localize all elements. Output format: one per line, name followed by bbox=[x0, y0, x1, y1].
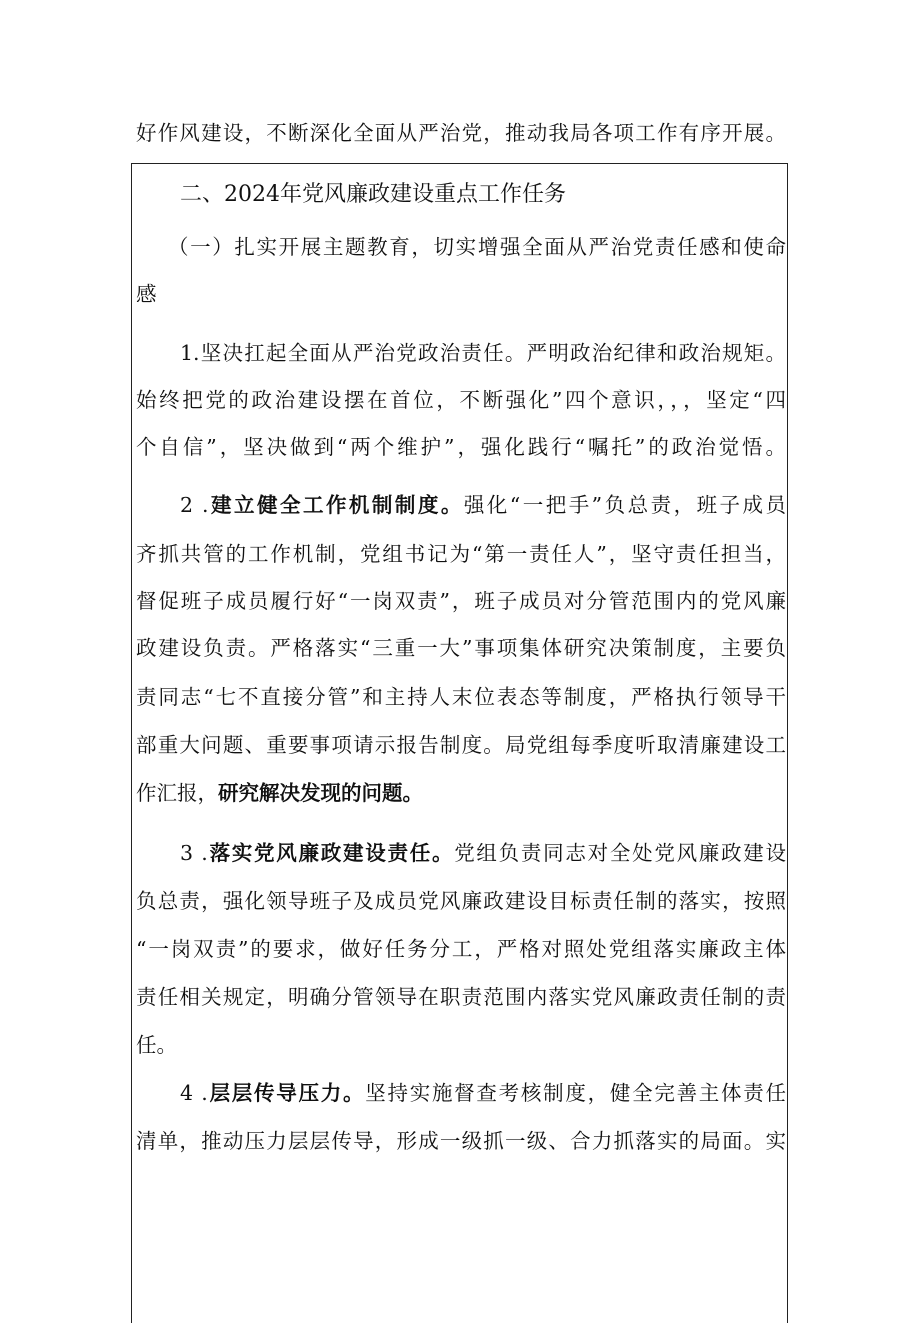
item-2-title: 建立健全工作机制制度。 bbox=[208, 493, 464, 517]
item-1-title: 坚决扛起全面从严治党政治责任。 bbox=[199, 341, 527, 365]
section-heading: 二、2024年党风廉政建设重点工作任务 bbox=[180, 182, 566, 207]
item-2-text: 强化“一把手”负总责，班子成员 bbox=[463, 493, 787, 517]
item-4-text: 坚持实施督查考核制度，健全完善主体责任 bbox=[365, 1081, 787, 1105]
subsection-1-text: （一）扎实开展主题教育，切实增强全面从严治党责任感和使命 bbox=[168, 235, 786, 259]
item-2-line-6: 部重大问题、重要事项请示报告制度。局党组每季度听取清廉建设工 bbox=[136, 733, 786, 757]
item-2-text-end: 作汇报， bbox=[136, 781, 218, 805]
item-3-title: 落实党风廉政建设责任。 bbox=[207, 841, 455, 865]
item-3-line-4: 责任相关规定，明确分管领导在职责范围内落实党风廉政责任制的责 bbox=[136, 985, 786, 1009]
item-2-line-1 bbox=[136, 491, 786, 519]
item-4-number: 4 . bbox=[180, 1081, 208, 1105]
item-2-bold-end: 研究解决发现的问题。 bbox=[218, 781, 423, 805]
item-3-line-3: “一岗双责”的要求，做好任务分工，严格对照处党组落实廉政主体 bbox=[136, 937, 786, 961]
item-3-line-1 bbox=[136, 839, 786, 867]
item-1-number: 1. bbox=[180, 341, 200, 365]
item-2-line-3: 督促班子成员履行好“一岗双责”，班子成员对分管范围内的党风廉 bbox=[136, 589, 786, 613]
item-4-line-2: 清单，推动压力层层传导，形成一级抓一级、合力抓落实的局面。实 bbox=[136, 1129, 786, 1153]
item-3-line-5: 任。 bbox=[136, 1033, 177, 1057]
item-1-text: 严明政治纪律和政治规矩。 bbox=[526, 341, 787, 365]
intro-tail-line: 好作风建设，不断深化全面从严治党，推动我局各项工作有序开展。 bbox=[136, 121, 786, 145]
item-2-line-4: 政建设负责。严格落实“三重一大”事项集体研究决策制度，主要负 bbox=[136, 636, 786, 660]
item-2-line-7 bbox=[136, 779, 423, 807]
item-1-line-2: 始终把党的政治建设摆在首位，不断强化”四个意识，，，坚定“四 bbox=[136, 388, 786, 412]
item-2-line-2: 齐抓共管的工作机制，党组书记为“第一责任人”，坚守责任担当， bbox=[136, 542, 786, 566]
item-3-text: 党组负责同志对全处党风廉政建设 bbox=[454, 841, 787, 865]
item-2-number: 2 . bbox=[180, 493, 209, 517]
item-3-line-2: 负总责，强化领导班子及成员党风廉政建设目标责任制的落实，按照 bbox=[136, 889, 786, 913]
item-1-line-3: 个自信”，坚决做到“两个维护”，强化践行“嘱托”的政治觉悟。 bbox=[136, 435, 786, 459]
item-1-line-1 bbox=[136, 339, 786, 367]
item-4-line-1 bbox=[136, 1079, 786, 1107]
item-3-number: 3 . bbox=[180, 841, 208, 865]
item-2-line-5: 责同志“七不直接分管”和主持人末位表态等制度，严格执行领导干 bbox=[136, 685, 786, 709]
item-4-title: 层层传导压力。 bbox=[207, 1081, 366, 1105]
subsection-1-line-1 bbox=[136, 233, 786, 261]
subsection-1-line-2: 感 bbox=[136, 282, 157, 306]
